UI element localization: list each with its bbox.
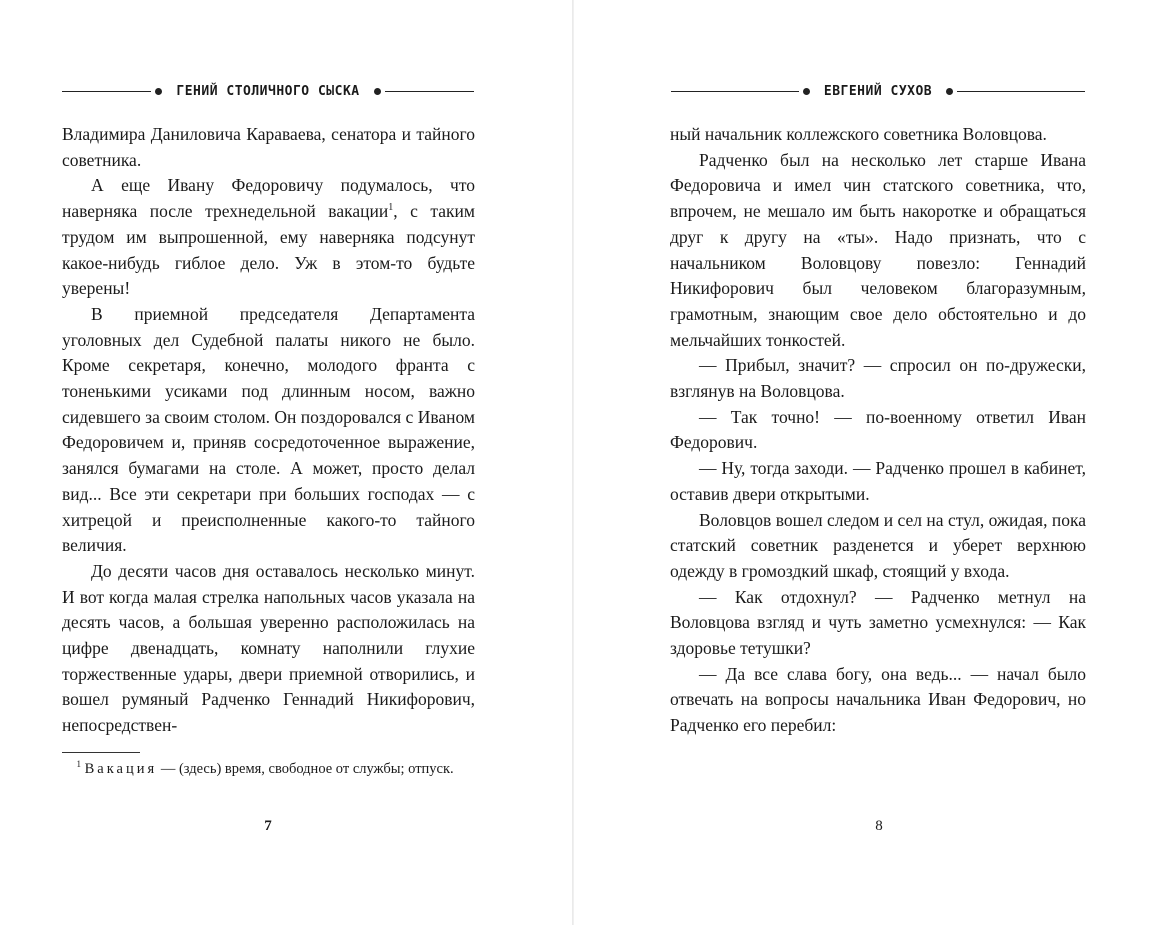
paragraph: — Как отдохнул? — Радченко метнул на Воловцова взгляд и чуть заметно усмехнулся: — Как здоровье тетушки?: [670, 586, 1086, 659]
header-bullet-left: [803, 88, 810, 95]
left-body-text: [62, 122, 475, 739]
right-body-text: [670, 122, 1086, 739]
paragraph: ный начальник коллежского советника Воловцова.: [670, 124, 1047, 144]
footnote-definition: — (здесь) время, свободное от службы; отпуск.: [160, 761, 454, 777]
header-bullet-right: [946, 88, 953, 95]
paragraph: Радченко был на несколько лет старше Ивана Федоровича и имел чин статского советника, что, впрочем, не мешало им быть накоротке и обращаться друг к другу на «ты». Надо признать, что с начальником Воловцову повезло: Геннадий Никифорович был человеком благоразумным, грамотным, знающим свое дело обстоятельно и до мельчайших тонкостей.: [670, 149, 1086, 350]
paragraph: Воловцов вошел следом и сел на стул, ожидая, пока статский советник разденется и уберет верхнюю одежду в громоздкий шкаф, стоящий у входа.: [670, 509, 1086, 581]
left-page: [0, 0, 573, 925]
header-bullet-left: [155, 88, 162, 95]
paragraph: — Прибыл, значит? — спросил он по-дружески, взглянув на Воловцова.: [670, 355, 1086, 402]
left-running-header: [62, 80, 474, 102]
footnote-term: Вакация: [84, 761, 158, 777]
paragraph: Владимира Даниловича Караваева, сенатора и тайного советника.: [62, 124, 475, 170]
header-rule-right: [385, 91, 474, 92]
header-rule-right: [957, 91, 1085, 92]
left-header-title: ГЕНИЙ СТОЛИЧНОГО СЫСКА: [176, 83, 360, 99]
footnote: [62, 759, 475, 780]
paragraph: — Ну, тогда заходи. — Радченко прошел в кабинет, оставив двери открытыми.: [670, 458, 1086, 504]
right-header-title: ЕВГЕНИЙ СУХОВ: [823, 83, 933, 99]
header-bullet-right: [374, 88, 381, 95]
right-running-header: [671, 80, 1085, 102]
paragraph: [62, 173, 475, 302]
footnote-reference[interactable]: 1: [388, 202, 394, 214]
footnote-separator: [62, 752, 140, 753]
right-page: [574, 0, 1153, 925]
paragraph-text: , с таким трудом им выпрошенной, ему наверняка подсунут какое-нибудь гиблое дело. Уж в этом-то будьте уверены!: [62, 201, 475, 299]
footnote-marker: 1: [76, 759, 81, 770]
paragraph: — Да все слава богу, она ведь... — начал было отвечать на вопросы начальника Иван Федорович, но Радченко его перебил:: [670, 663, 1086, 736]
header-rule-left: [671, 91, 799, 92]
paragraph: — Так точно! — по-военному ответил Иван Федорович.: [670, 406, 1086, 453]
header-rule-left: [62, 91, 151, 92]
paragraph-text: А еще Ивану Федоровичу подумалось, что наверняка после трехнедельной вакации: [62, 175, 475, 222]
paragraph: В приемной председателя Департамента уголовных дел Судебной палаты никого не было. Кроме секретаря, конечно, молодого франта с тоненькими усиками под длинным носом, важно сидевшего за своим столом. Он поздоровался с Иваном Федоровичем и, приняв сосредоточенное выражение, занялся бумагами на столе. А может, просто делал вид... Все эти секретари при больших господах — с хитрецой и преисполненные какого-то тайного величия.: [62, 303, 475, 556]
right-page-number: 8: [875, 818, 883, 834]
paragraph: До десяти часов дня оставалось несколько минут. И вот когда малая стрелка напольных часов указала на десять часов, а большая уверенно расположилась на цифре двенадцать, комнату наполнили глухие торжественные удары, двери приемной отворились, и вошел румяный Радченко Геннадий Никифорович, непосредствен-: [62, 560, 475, 736]
left-page-number: 7: [264, 818, 272, 834]
